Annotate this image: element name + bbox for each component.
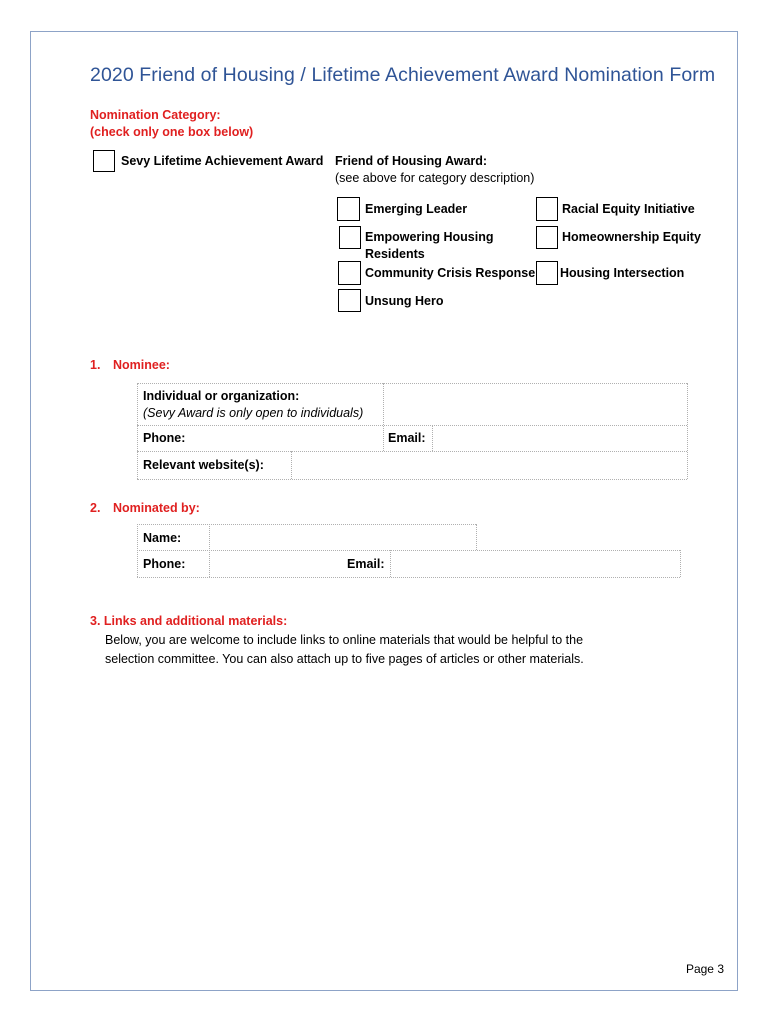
unsung-hero-label: Unsung Hero <box>365 294 444 308</box>
nominee-table-border <box>137 383 687 384</box>
nominee-email-label: Email: <box>388 431 426 445</box>
page-number: Page 3 <box>685 962 724 976</box>
nominator-email-field[interactable] <box>392 552 678 575</box>
nominator-table-border <box>137 577 680 578</box>
nominee-table-border <box>137 383 138 479</box>
unsung-hero-checkbox[interactable] <box>338 289 361 312</box>
nominator-name-label: Name: <box>143 531 182 545</box>
racial-equity-checkbox[interactable] <box>536 197 558 221</box>
sevy-award-label: Sevy Lifetime Achievement Award <box>121 154 324 168</box>
category-instruction: (check only one box below) <box>90 125 254 139</box>
emerging-leader-checkbox[interactable] <box>337 197 360 221</box>
empowering-housing-label-line2: Residents <box>365 247 425 261</box>
nominee-table-border <box>687 383 688 479</box>
form-title: 2020 Friend of Housing / Lifetime Achievement Award Nomination Form <box>90 64 716 86</box>
nominee-name-field[interactable] <box>385 385 685 423</box>
nominee-phone-label: Phone: <box>143 431 186 445</box>
nominee-table-border <box>432 425 433 451</box>
nominee-individual-label: Individual or organization: <box>143 389 300 403</box>
nominee-website-label: Relevant website(s): <box>143 458 264 472</box>
nominator-email-label: Email: <box>347 557 385 571</box>
housing-intersection-checkbox[interactable] <box>536 261 558 285</box>
nominee-phone-field[interactable] <box>139 427 381 449</box>
nominee-table-border <box>291 451 292 479</box>
empowering-housing-label-line1: Empowering Housing <box>365 230 494 244</box>
emerging-leader-label: Emerging Leader <box>365 202 468 216</box>
community-crisis-checkbox[interactable] <box>338 261 361 285</box>
nominator-phone-field[interactable] <box>211 552 341 575</box>
friend-of-housing-note: (see above for category description) <box>335 171 535 185</box>
nominee-table-border <box>383 383 384 451</box>
nominator-table-border <box>390 550 391 577</box>
racial-equity-label: Racial Equity Initiative <box>562 202 695 216</box>
nominee-email-field[interactable] <box>434 427 685 449</box>
nominee-individual-note: (Sevy Award is only open to individuals) <box>143 406 364 420</box>
nominee-table-border <box>137 451 687 452</box>
nominator-table-border <box>209 524 210 577</box>
nominator-name-field[interactable] <box>211 526 474 548</box>
nominator-table-border <box>476 524 477 550</box>
nominator-heading-number: 2. <box>90 501 101 515</box>
nominee-table-border <box>137 479 687 480</box>
nominee-table-border <box>137 425 687 426</box>
category-heading: Nomination Category: <box>90 108 221 122</box>
housing-intersection-label: Housing Intersection <box>560 266 685 280</box>
links-body-line1: Below, you are welcome to include links to online materials that would be helpful to the <box>105 633 584 647</box>
nominator-table-border <box>680 550 681 577</box>
nominator-table-border <box>137 524 476 525</box>
empowering-housing-checkbox[interactable] <box>339 226 361 249</box>
friend-of-housing-heading: Friend of Housing Award: <box>335 154 488 168</box>
nominator-heading: Nominated by: <box>113 501 200 515</box>
sevy-award-checkbox[interactable] <box>93 150 115 172</box>
links-body-line2: selection committee. You can also attach up to five pages of articles or other materials. <box>105 652 584 666</box>
nominator-table-border <box>137 524 138 577</box>
community-crisis-label: Community Crisis Response <box>365 266 536 280</box>
links-heading: 3. Links and additional materials: <box>90 614 288 628</box>
nominee-heading: Nominee: <box>113 358 170 372</box>
homeownership-equity-checkbox[interactable] <box>536 226 558 249</box>
nominator-table-border <box>137 550 680 551</box>
homeownership-equity-label: Homeownership Equity <box>562 230 701 244</box>
nominee-website-field[interactable] <box>293 453 685 477</box>
nominator-phone-label: Phone: <box>143 557 186 571</box>
nominee-heading-number: 1. <box>90 358 101 372</box>
